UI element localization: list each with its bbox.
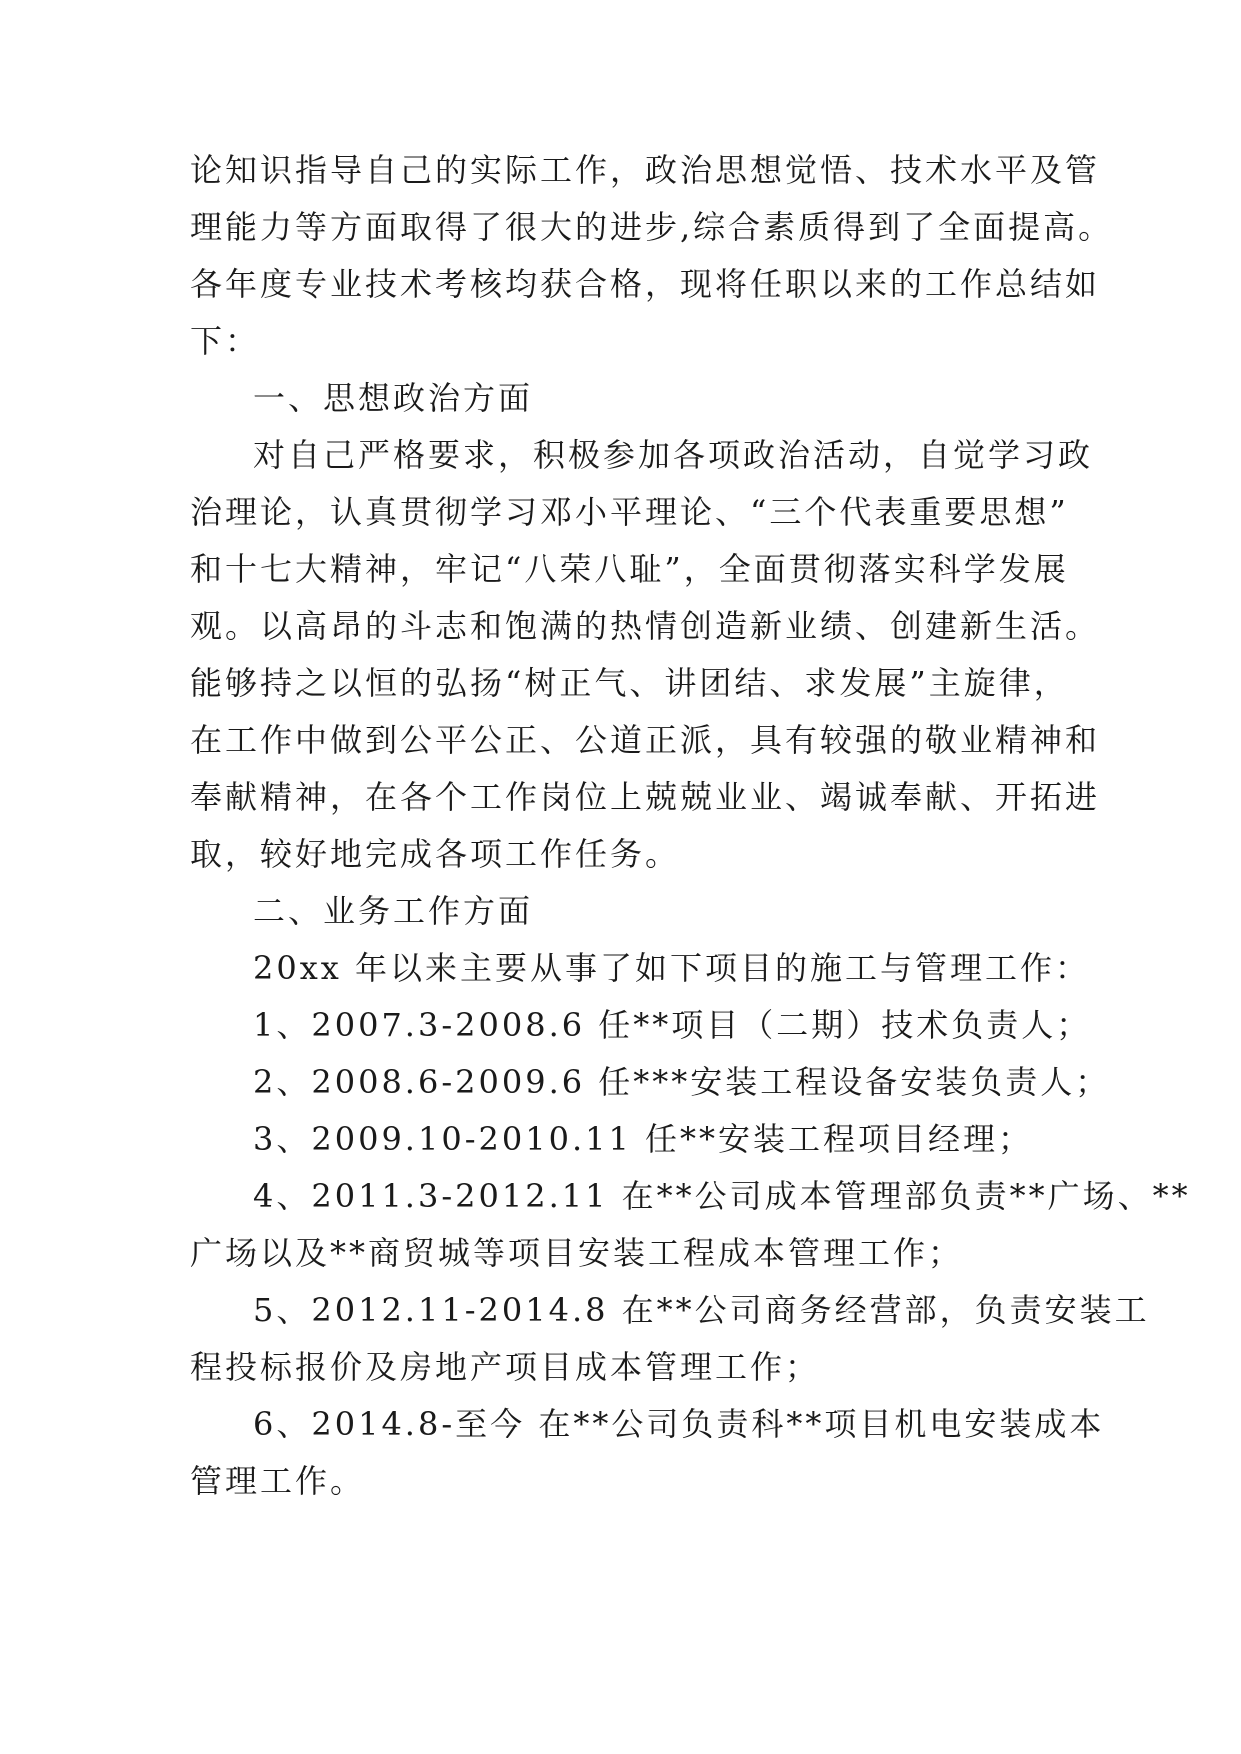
body-text-line: 对自己严格要求，积极参加各项政治活动，自觉学习政 <box>253 436 1094 474</box>
body-text-line: 在工作中做到公平公正、公道正派，具有较强的敬业精神和 <box>190 721 1101 759</box>
section-heading-business: 二、业务工作方面 <box>253 892 534 930</box>
body-text-line: 各年度专业技术考核均获合格，现将任职以来的工作总结如 <box>190 265 1101 303</box>
body-text-line: 20xx 年以来主要从事了如下项目的施工与管理工作： <box>253 949 1090 987</box>
list-item-1: 1、2007.3-2008.6 任**项目（二期）技术负责人； <box>253 1006 1092 1044</box>
list-item-3: 3、2009.10-2010.11 任**安装工程项目经理； <box>253 1120 1034 1158</box>
body-text-line: 奉献精神，在各个工作岗位上兢兢业业、竭诚奉献、开拓进 <box>190 778 1101 816</box>
body-text-line: 能够持之以恒的弘扬“树正气、讲团结、求发展”主旋律， <box>190 664 1069 702</box>
list-item-6: 6、2014.8-至今 在**公司负责科**项目机电安装成本 <box>253 1405 1105 1443</box>
body-text-line: 治理论，认真贯彻学习邓小平理论、“三个代表重要思想” <box>190 493 1069 531</box>
body-text-line: 理能力等方面取得了很大的进步,综合素质得到了全面提高。 <box>190 208 1114 246</box>
body-text-line: 下： <box>190 322 261 360</box>
body-text-line: 观。以高昂的斗志和饱满的热情创造新业绩、创建新生活。 <box>190 607 1101 645</box>
body-text-line: 和十七大精神，牢记“八荣八耻”，全面贯彻落实科学发展 <box>190 550 1069 588</box>
body-text-line: 论知识指导自己的实际工作，政治思想觉悟、技术水平及管 <box>190 151 1101 189</box>
list-item-5-continued: 程投标报价及房地产项目成本管理工作； <box>190 1348 821 1386</box>
list-item-4-continued: 广场以及**商贸城等项目安装工程成本管理工作； <box>190 1234 964 1272</box>
list-item-5: 5、2012.11-2014.8 在**公司商务经营部，负责安装工 <box>253 1291 1150 1329</box>
list-item-4: 4、2011.3-2012.11 在**公司成本管理部负责**广场、** <box>253 1177 1191 1215</box>
list-item-2: 2、2008.6-2009.6 任***安装工程设备安装负责人； <box>253 1063 1111 1101</box>
body-text-line: 取，较好地完成各项工作任务。 <box>190 835 681 873</box>
list-item-6-continued: 管理工作。 <box>190 1462 366 1500</box>
section-heading-ideology: 一、思想政治方面 <box>253 379 534 417</box>
